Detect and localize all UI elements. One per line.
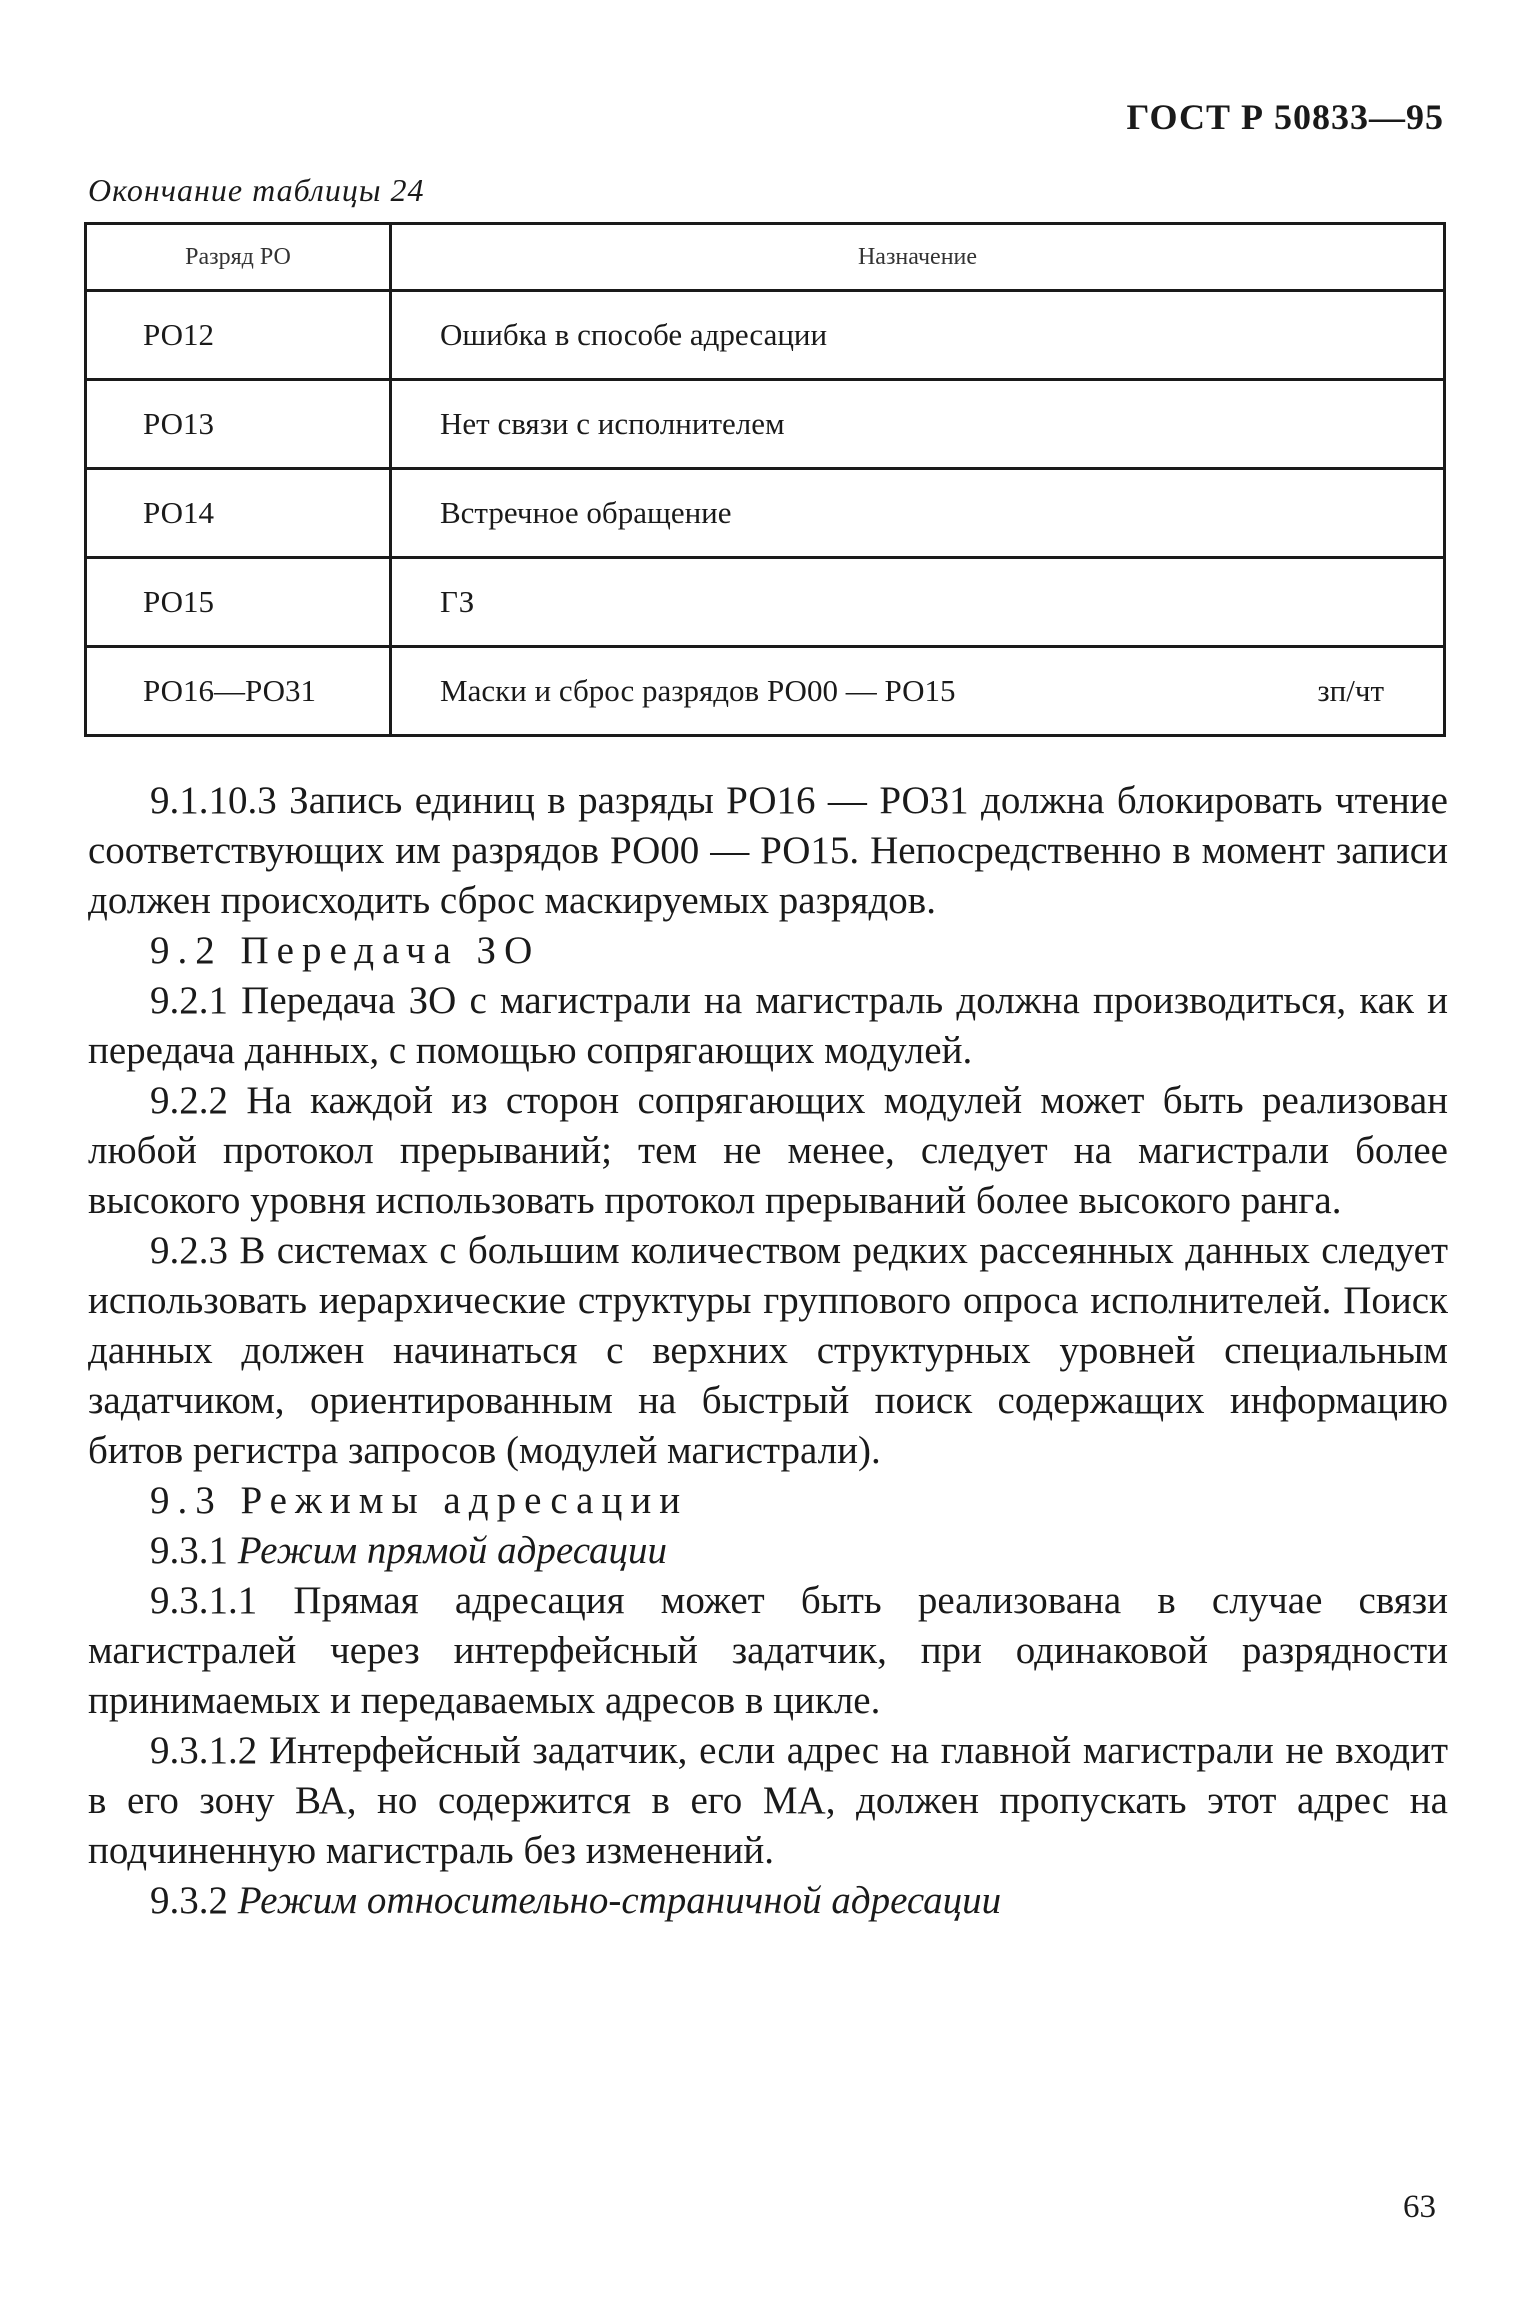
paragraph-9-2-2: 9.2.2 На каждой из сторон сопрягающих модулей может быть реализован любой протокол прерываний; тем не менее, следует на магистрали более высокого уровня использовать протокол прерываний более высокого ранга. — [88, 1079, 1448, 1222]
cell-purpose — [391, 647, 1445, 736]
cell-code: РО16—РО31 — [86, 647, 391, 736]
table-row — [86, 647, 1445, 736]
paragraph-9-3-1-1: 9.3.1.1 Прямая адресация может быть реализована в случае связи магистралей через интерфейсный задатчик, при одинаковой разрядности принимаемых и передаваемых адресов в цикле. — [88, 1579, 1448, 1722]
cell-purpose: ГЗ — [391, 558, 1445, 647]
cell-code: РО13 — [86, 380, 391, 469]
page-number: 63 — [1403, 2189, 1436, 2225]
cell-purpose: Нет связи с исполнителем — [391, 380, 1445, 469]
cell-purpose: Ошибка в способе адресации — [391, 291, 1445, 380]
paragraph-9-2-3: 9.2.3 В системах с большим количеством редких рассеянных данных следует использовать иерархические структуры группового опроса исполнителей. Поиск данных должен начинаться с верхних структурных уровней специальным задатчиком, ориентированным на быстрый поиск содержащих информацию битов регистра запросов (модулей магистрали). — [88, 1229, 1448, 1472]
paragraph-9-3-1-2: 9.3.1.2 Интерфейсный задатчик, если адрес на главной магистрали не входит в его зону ВА, но содержится в его МА, должен пропускать этот адрес на подчиненную магистраль без изменений. — [88, 1729, 1448, 1872]
subsection-title: Режим прямой адресации — [237, 1529, 667, 1572]
column-header-code: Разряд РО — [86, 224, 391, 291]
table-row — [86, 380, 1445, 469]
table-row — [86, 291, 1445, 380]
subsection-heading-9-3-1 — [88, 1526, 1448, 1576]
subsection-heading-9-3-2 — [88, 1876, 1448, 1926]
section-heading-9-3: 9.3 Режимы адресации — [150, 1479, 689, 1522]
section-heading-9-2: 9.2 Передача ЗО — [150, 929, 541, 972]
po-bits-table — [84, 222, 1446, 737]
table-header-row — [86, 224, 1445, 291]
paragraph-9-2-1: 9.2.1 Передача ЗО с магистрали на магистраль должна производиться, как и передача данных, с помощью сопрягающих модулей. — [88, 979, 1448, 1072]
table-row — [86, 469, 1445, 558]
subsection-title: Режим относительно-страничной адресации — [237, 1879, 1002, 1922]
cell-access-note: зп/чт — [1317, 673, 1384, 708]
subsection-number: 9.3.2 — [150, 1879, 228, 1922]
subsection-number: 9.3.1 — [150, 1529, 228, 1572]
body-text — [88, 776, 1448, 1926]
cell-code: РО14 — [86, 469, 391, 558]
paragraph-9-1-10-3: 9.1.10.3 Запись единиц в разряды РО16 — РО31 должна блокировать чтение соответствующих им разрядов РО00 — РО15. Непосредственно в момент записи должен происходить сброс маскируемых разрядов. — [88, 779, 1448, 922]
table-row — [86, 558, 1445, 647]
cell-code: РО12 — [86, 291, 391, 380]
document-header: ГОСТ Р 50833—95 — [1126, 97, 1444, 137]
cell-purpose: Встречное обращение — [391, 469, 1445, 558]
cell-purpose-text: Маски и сброс разрядов РО00 — РО15 — [440, 673, 956, 708]
column-header-purpose: Назначение — [391, 224, 1445, 291]
table-caption: Окончание таблицы 24 — [88, 172, 425, 208]
cell-code: РО15 — [86, 558, 391, 647]
